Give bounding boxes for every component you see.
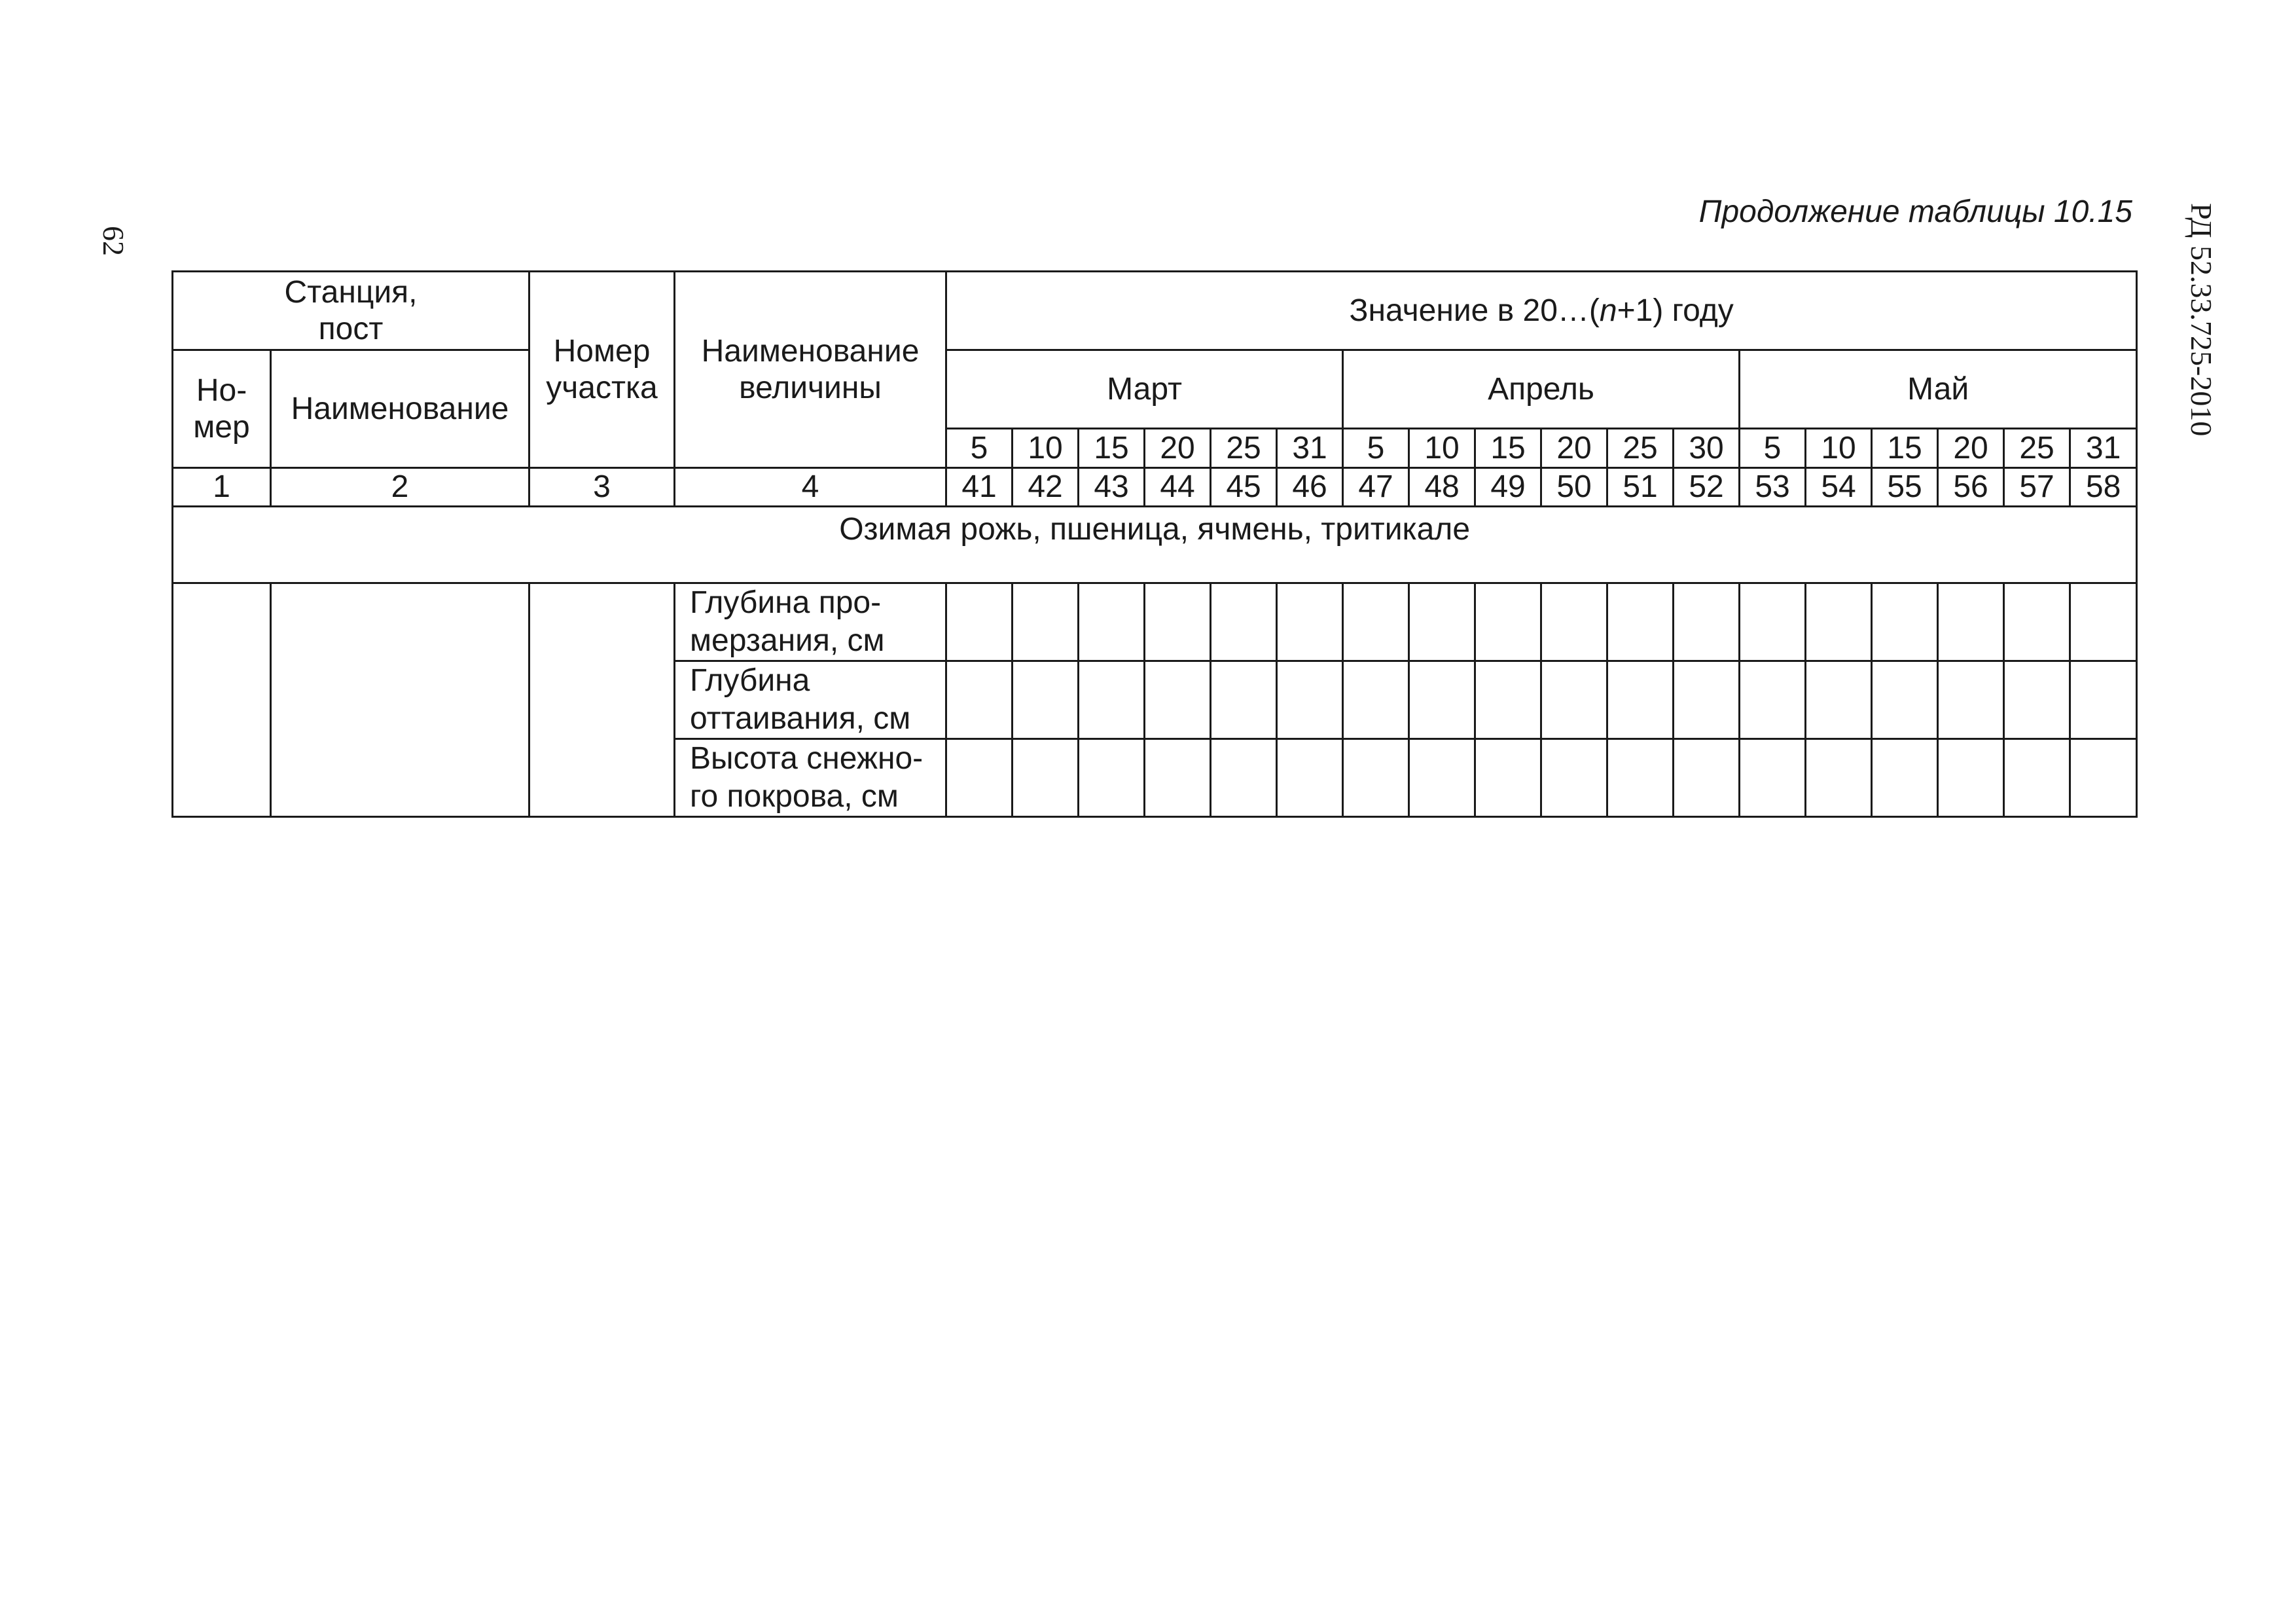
column-number: 49 [1475, 468, 1541, 507]
value-cell [1541, 739, 1607, 817]
value-cell [1409, 583, 1475, 661]
column-number: 44 [1145, 468, 1211, 507]
value-cell [1211, 661, 1277, 739]
column-number: 48 [1409, 468, 1475, 507]
value-cell [1475, 661, 1541, 739]
day-header: 10 [1409, 429, 1475, 468]
value-cell [2004, 661, 2070, 739]
quantity-label: Высота снежно- го покрова, см [675, 739, 946, 817]
value-cell [1079, 583, 1145, 661]
month-header-march: Март [946, 350, 1343, 429]
column-number: 56 [1938, 468, 2004, 507]
column-number: 45 [1211, 468, 1277, 507]
value-cell [1343, 739, 1409, 817]
value-cell [946, 661, 1013, 739]
value-cell [1872, 661, 1938, 739]
column-number: 43 [1079, 468, 1145, 507]
page-number: 62 [97, 226, 130, 256]
column-number: 42 [1013, 468, 1079, 507]
value-cell [1475, 583, 1541, 661]
day-header: 25 [2004, 429, 2070, 468]
table-caption: Продолжение таблицы 10.15 [1698, 194, 2132, 229]
column-number: 52 [1674, 468, 1740, 507]
column-number: 2 [271, 468, 529, 507]
value-cell [1740, 583, 1806, 661]
value-cell [1607, 583, 1674, 661]
day-header: 15 [1079, 429, 1145, 468]
day-header: 30 [1674, 429, 1740, 468]
table-row [173, 583, 2137, 661]
value-cell [1806, 583, 1872, 661]
station-number-cell [173, 583, 271, 817]
value-cell [1607, 739, 1674, 817]
section-row [173, 507, 2137, 583]
value-cell [1145, 661, 1211, 739]
value-cell [2070, 661, 2137, 739]
value-cell [2070, 583, 2137, 661]
column-number: 58 [2070, 468, 2137, 507]
value-cell [1806, 739, 1872, 817]
plot-number-header: Номер участка [529, 272, 675, 468]
column-number: 53 [1740, 468, 1806, 507]
day-header: 10 [1013, 429, 1079, 468]
value-cell [1409, 739, 1475, 817]
station-number-header: Но- мер [173, 350, 271, 468]
plot-number-cell [529, 583, 675, 817]
value-cell [1277, 739, 1343, 817]
value-cell [1409, 661, 1475, 739]
value-cell [1806, 661, 1872, 739]
day-header: 5 [1343, 429, 1409, 468]
day-header: 20 [1938, 429, 2004, 468]
value-cell [946, 739, 1013, 817]
value-cell [946, 583, 1013, 661]
value-cell [1872, 739, 1938, 817]
station-name-header: Наименование [271, 350, 529, 468]
value-cell [1938, 583, 2004, 661]
month-header-april: Апрель [1343, 350, 1740, 429]
column-number: 54 [1806, 468, 1872, 507]
day-header: 5 [1740, 429, 1806, 468]
column-number: 50 [1541, 468, 1607, 507]
value-cell [1872, 583, 1938, 661]
section-title: Озимая рожь, пшеница, ячмень, тритикале [173, 507, 2137, 583]
value-cell [1277, 583, 1343, 661]
value-cell [1145, 739, 1211, 817]
column-number: 1 [173, 468, 271, 507]
value-cell [1674, 583, 1740, 661]
column-number-row [173, 468, 2137, 507]
value-cell [1079, 661, 1145, 739]
value-cell [1541, 583, 1607, 661]
day-header: 15 [1872, 429, 1938, 468]
day-header: 15 [1475, 429, 1541, 468]
column-number: 55 [1872, 468, 1938, 507]
day-header: 25 [1607, 429, 1674, 468]
station-post-header: Станция, пост [173, 272, 529, 350]
value-cell [1475, 739, 1541, 817]
station-name-cell [271, 583, 529, 817]
value-cell [1277, 661, 1343, 739]
value-cell [1938, 661, 2004, 739]
value-cell [1541, 661, 1607, 739]
value-cell [1013, 583, 1079, 661]
column-number: 3 [529, 468, 675, 507]
value-cell [1674, 739, 1740, 817]
observations-table [171, 270, 2138, 818]
column-number: 46 [1277, 468, 1343, 507]
day-header: 5 [946, 429, 1013, 468]
column-number: 47 [1343, 468, 1409, 507]
column-number: 41 [946, 468, 1013, 507]
value-cell [1343, 661, 1409, 739]
value-cell [1674, 661, 1740, 739]
day-header: 31 [1277, 429, 1343, 468]
quantity-name-header: Наименование величины [675, 272, 946, 468]
day-header: 31 [2070, 429, 2137, 468]
quantity-label: Глубина про- мерзания, см [675, 583, 946, 661]
column-number: 4 [675, 468, 946, 507]
value-cell [1079, 739, 1145, 817]
value-cell [2004, 739, 2070, 817]
day-header: 25 [1211, 429, 1277, 468]
month-header-may: Май [1740, 350, 2137, 429]
value-cell [1740, 739, 1806, 817]
value-cell [1607, 661, 1674, 739]
value-cell [1343, 583, 1409, 661]
value-cell [1740, 661, 1806, 739]
value-cell [1938, 739, 2004, 817]
column-number: 51 [1607, 468, 1674, 507]
quantity-label: Глубина оттаивания, см [675, 661, 946, 739]
day-header: 10 [1806, 429, 1872, 468]
day-header: 20 [1145, 429, 1211, 468]
value-year-header: Значение в 20…(n+1) году [946, 272, 2137, 350]
day-header: 20 [1541, 429, 1607, 468]
value-cell [2004, 583, 2070, 661]
value-cell [1211, 739, 1277, 817]
value-cell [1145, 583, 1211, 661]
document-code: РД 52.33.725-2010 [2185, 203, 2218, 437]
value-cell [1013, 661, 1079, 739]
value-cell [1013, 739, 1079, 817]
value-cell [2070, 739, 2137, 817]
column-number: 57 [2004, 468, 2070, 507]
value-cell [1211, 583, 1277, 661]
